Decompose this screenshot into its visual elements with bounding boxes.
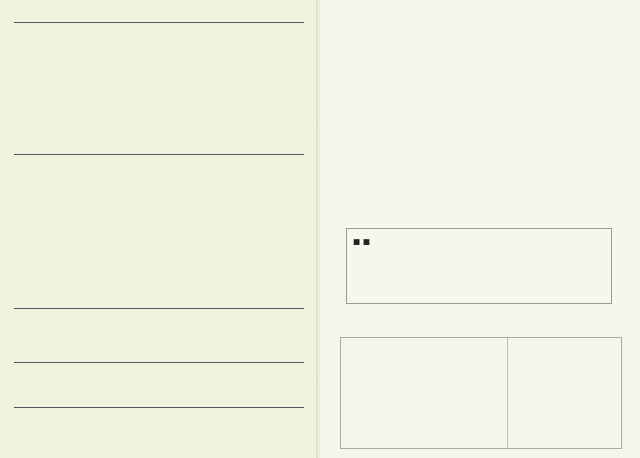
divider [14,154,304,155]
divider [14,22,304,23]
info-box [340,337,622,449]
square-bullet-icon: ■ [362,237,371,246]
square-bullet-icon: ■ [353,237,361,246]
bible-reading-box [346,228,612,304]
divider [507,338,508,448]
divider [14,362,304,363]
bible-reading-title [353,237,370,247]
divider [14,407,304,408]
left-page [0,0,318,458]
divider [14,308,304,309]
